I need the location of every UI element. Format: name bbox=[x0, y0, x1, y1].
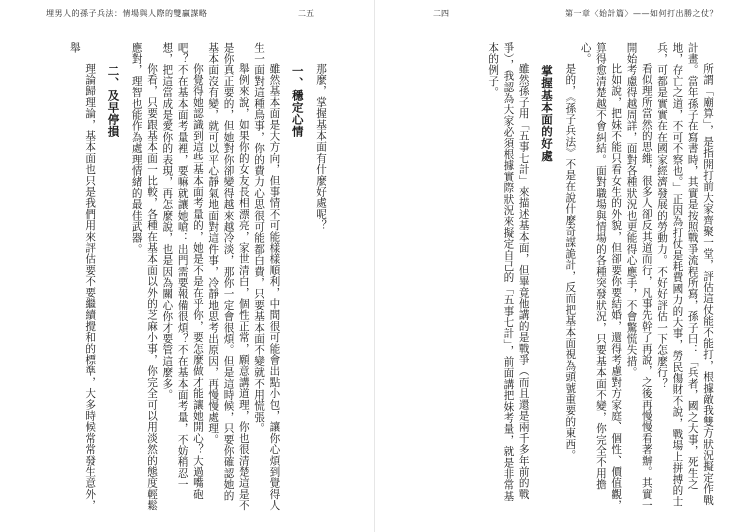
body-paragraph: 舉例來說，如果你的女友長相漂亮，家世清白，個性正常，願意講道理，你也很清楚這是不是你真正要的，但她對你卻變得越來越冷淡，那你一定會很煩。但是這時候，只要你確認她的基本面沒有變，就可以平心靜氣地面對這件事，冷靜地思考出原因，再慢慢處理。 bbox=[207, 42, 250, 512]
right-running-header: 第一章〈始計篇〉——如何打出勝之仗？ bbox=[565, 9, 718, 18]
body-paragraph: 你看，只要跟基本面一比較，各種在基本面以外的芝麻小事，你完全可以用淡然的態度輕鬆應對，理智也能作為處理情緒的最佳武器。 bbox=[130, 42, 159, 512]
left-running-header: 埋男人的孫子兵法：情場與人際的雙贏謀略 bbox=[46, 9, 208, 18]
emphasis-paragraph: 你覺得她認識到這些基本面考量的，她是不是在乎你，要怎麼做才能讓她開心？大過嘴砲吧？不在基本面考量裡，要嘛就讓她嗆：出門需要報備很煩？不在基本面考量，不妨稍忍一想，把這當成是愛你的表現，再怎麼說，也是因為關心你才要管這麼多。 bbox=[161, 42, 204, 500]
body-paragraph: 雖然基本面是大方向，但事情不可能樣樣順利，中間很可能會出點小包，讓你心煩到覺得人生一面對這種鳥事，你的費力心思很可能都白費，只要基本面不變就不用慌張。 bbox=[253, 42, 281, 512]
body-paragraph: 雖然孫子用「五事七計」來描述基本面，但畢竟他講的是戰爭（而且還是兩千多年前的戰爭），我認為大家必須根據實際狀況來擬定自己的「五事七計」，前面講把妹考量，就是非常基本的例子。 bbox=[487, 42, 530, 502]
left-page-body bbox=[38, 42, 328, 512]
emphasis-paragraph: 比如說，把妹不能只看女生的外貌，但卻要你要結婚，還得考慮對方家庭、個性、價值觀，算得愈清楚越不會糾結。面對職場與情場的各種突發狀況，只要基本面不變，你完全不用擔心。 bbox=[579, 42, 623, 512]
left-page-number: 二五 bbox=[298, 9, 314, 18]
body-paragraph: 所謂「廟算」，是指開打前大家齊聚一堂，評估這仗能不能打，根據敵我雙方狀況擬定作戰計畫。當年孫子在寫書時，其實是按照戰爭流程所寫，孫子曰：「兵者，國之大事，死生之地，存亡之道，不可不察也。」正因為打仗是耗費國力的大事，勞民傷財不說，戰場上拼搏的士兵，可都是實實在在國家經濟發展的勞動力。不好好評估一下怎麼行？ bbox=[656, 42, 714, 508]
section-heading: 二、及早停損 bbox=[106, 65, 121, 138]
body-paragraph: 理論歸理論，基本面也只是我們用來評估要不要繼續攪和的標準，大多時候常常發生意外，舉 bbox=[68, 42, 97, 512]
right-page bbox=[375, 0, 750, 532]
section-heading: 掌握基本面的好處 bbox=[540, 65, 555, 162]
right-page-body bbox=[405, 42, 715, 512]
body-paragraph: 是的，《孫子兵法》不是在說什麼奇謀詭計，反而把基本面視為頭號重要的東西。 bbox=[564, 63, 577, 462]
section-heading: 一、穩定心情 bbox=[290, 65, 305, 138]
body-paragraph: 看似理所當然的思維，很多人卻反其道而行，凡事先幹了再說，之後再慢慢看著辦。其實一開始考慮得越周詳，面對各種狀況也更能得心應手，不會驚慌失措。 bbox=[625, 42, 653, 512]
right-page-number: 二四 bbox=[433, 9, 449, 18]
body-paragraph: 那麼，掌握基本面有什麼好處呢？ bbox=[315, 63, 327, 232]
